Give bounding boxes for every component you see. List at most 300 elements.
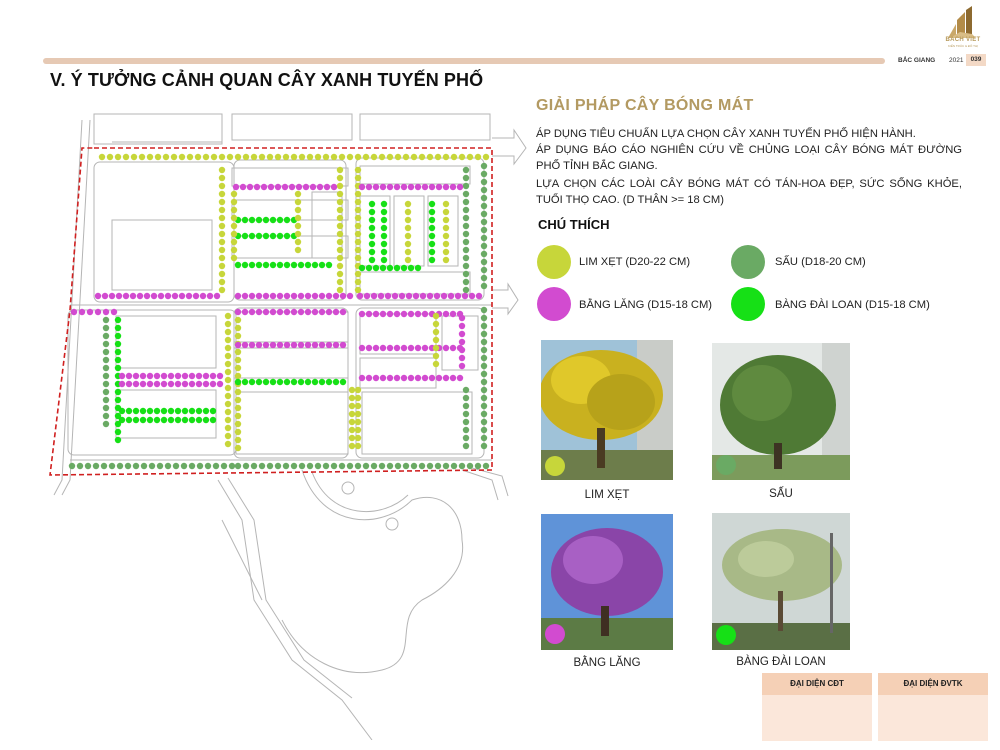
tree-dot [381,209,387,215]
tree-dot [305,262,311,268]
tree-dot [337,287,343,293]
tree-dot [123,293,129,299]
tree-dot [363,154,369,160]
tree-dot [217,373,223,379]
tree-dot [235,154,241,160]
tree-dot [203,408,209,414]
tree-dot [394,311,400,317]
tree-dot [411,463,417,469]
tree-dot [333,379,339,385]
tree-dot [463,395,469,401]
tree-dot [427,154,433,160]
tree-dot [369,233,375,239]
tree-dot [405,241,411,247]
tree-dot [95,293,101,299]
tree-dot [103,317,109,323]
tree-dot [381,217,387,223]
tree-dot [158,293,164,299]
tree-dot [102,293,108,299]
tree-dot [459,463,465,469]
tree-dot [126,408,132,414]
tree-dot [319,342,325,348]
tree-dot [277,233,283,239]
tree-dot [305,379,311,385]
tree-dot [408,184,414,190]
tree-dot [481,387,487,393]
tree-dot [337,263,343,269]
tree-dot [231,239,237,245]
tree-dot [99,154,105,160]
tree-dot [463,271,469,277]
tree-dot [429,217,435,223]
tree-dot [380,345,386,351]
tree-dot [347,463,353,469]
tree-dot [298,379,304,385]
tree-dot [355,271,361,277]
tree-dot [207,293,213,299]
legend-label-sau: SẤU (D18-20 CM) [775,256,866,268]
tree-dot [443,217,449,223]
tree-dot [254,184,260,190]
tree-dot [450,184,456,190]
tree-dot [219,154,225,160]
tree-dot [277,379,283,385]
tree-dot [117,463,123,469]
tree-dot [193,293,199,299]
tree-dot [481,411,487,417]
tree-dot [284,309,290,315]
investor-rep-label: ĐẠI DIỆN CĐT [762,673,872,695]
tree-dot [394,345,400,351]
tree-dot [168,408,174,414]
tree-dot [323,154,329,160]
tree-dot [373,345,379,351]
tree-dot [481,235,487,241]
tree-dot [295,207,301,213]
tree-dot [182,408,188,414]
tree-dot [429,249,435,255]
tree-dot [463,287,469,293]
tree-dot [347,154,353,160]
tree-dot [115,429,121,435]
tree-dot [381,233,387,239]
tree-dot [337,271,343,277]
tree-dot [475,463,481,469]
tree-dot [147,417,153,423]
tree-dot [408,375,414,381]
tree-dot [355,387,361,393]
tree-dot [103,405,109,411]
tree-dot [443,225,449,231]
tree-dot [283,463,289,469]
tree-dot [137,293,143,299]
tree-dot [249,342,255,348]
tree-dot [476,293,482,299]
tree-dot [463,411,469,417]
tree-dot [225,393,231,399]
tree-dot [256,233,262,239]
tree-dot [381,225,387,231]
tree-dot [256,379,262,385]
tree-dot [337,207,343,213]
tree-dot [359,345,365,351]
photo-marker-lim-xet [545,456,565,476]
tree-dot [275,154,281,160]
tree-dot [231,223,237,229]
tree-dot [433,361,439,367]
tree-dot [373,265,379,271]
tree-dot [443,257,449,263]
tree-dot [219,199,225,205]
tree-dot [161,381,167,387]
tree-dot [119,417,125,423]
tree-dot [225,425,231,431]
tree-dot [305,293,311,299]
tree-dot [413,293,419,299]
tree-dot [211,154,217,160]
tree-dot [284,217,290,223]
tree-dot [463,191,469,197]
tree-dot [115,389,121,395]
tree-dot [443,154,449,160]
tree-dot [172,293,178,299]
tree-dot [103,365,109,371]
tree-dot [419,463,425,469]
tree-dot [349,387,355,393]
tree-dot [463,443,469,449]
tree-dot [429,225,435,231]
tree-dot [459,315,465,321]
tree-dot [463,239,469,245]
tree-dot [147,381,153,387]
tree-dot [333,342,339,348]
logo-text: BACH VIET [945,37,981,43]
tree-dot [175,417,181,423]
tree-dot [154,408,160,414]
tree-dot [475,154,481,160]
tree-dot [115,325,121,331]
tree-dot [326,293,332,299]
tree-dot [337,167,343,173]
tree-dot [115,357,121,363]
tree-dot [387,154,393,160]
tree-dot [481,379,487,385]
tree-dot [459,339,465,345]
tree-dot [355,191,361,197]
tree-dot [249,233,255,239]
tree-dot [381,257,387,263]
tree-dot [481,283,487,289]
tree-dot [451,463,457,469]
tree-dot [235,317,241,323]
tree-dot [221,463,227,469]
tree-dot [319,309,325,315]
tree-dot [295,239,301,245]
tree-dot [296,184,302,190]
tree-dot [133,463,139,469]
tree-dot [298,262,304,268]
tree-dot [263,342,269,348]
tree-dot [205,463,211,469]
tree-dot [231,207,237,213]
tree-dot [481,171,487,177]
tree-dot [119,381,125,387]
tree-dot [429,241,435,247]
tree-dot [133,373,139,379]
tree-dot [331,463,337,469]
tree-dot [219,191,225,197]
tree-dot [154,373,160,379]
tree-dot [463,427,469,433]
tree-dot [331,154,337,160]
tree-dot [182,381,188,387]
tree-dot [481,419,487,425]
tree-dot [355,463,361,469]
tree-dot [126,381,132,387]
tree-dot [422,375,428,381]
tree-dot [359,184,365,190]
tree-dot [231,255,237,261]
tree-dot [256,342,262,348]
tree-dot [443,241,449,247]
tree-dot [463,279,469,285]
tree-dot [331,184,337,190]
tree-dot [189,381,195,387]
tree-dot [355,199,361,205]
tree-dot [337,175,343,181]
tree-dot [219,183,225,189]
legend-swatch-lim-xet [537,245,571,279]
tree-dot [324,184,330,190]
tree-dot [415,184,421,190]
year-label: 2021 [949,57,964,64]
paragraph-2: ÁP DỤNG BÁO CÁO NGHIÊN CỨU VỀ CHỦNG LOẠI CÂY BÓNG MÁT ĐƯỜNG PHỐ TỈNH BẮC GIANG. [536,144,962,172]
tree-dot [251,154,257,160]
tree-dot [275,184,281,190]
tree-dot [436,375,442,381]
tree-dot [289,184,295,190]
tree-dot [219,223,225,229]
tree-dot [312,379,318,385]
tree-dot [291,309,297,315]
tree-dot [115,397,121,403]
tree-dot [242,262,248,268]
tree-dot [395,463,401,469]
tree-dot [200,293,206,299]
tree-dot [267,463,273,469]
tree-dot [291,463,297,469]
tree-dot [116,293,122,299]
tree-dot [395,154,401,160]
tree-dot [307,154,313,160]
tree-dot [481,395,487,401]
tree-dot [429,257,435,263]
tree-dot [355,403,361,409]
tree-dot [103,381,109,387]
photo-bang-dai-loan [712,513,850,650]
tree-dot [408,311,414,317]
designer-signature-box [878,673,988,741]
tree-dot [256,262,262,268]
tree-dot [481,275,487,281]
tree-dot [481,355,487,361]
tree-dot [349,395,355,401]
tree-dot [481,179,487,185]
tree-dot [379,154,385,160]
tree-dot [337,247,343,253]
tree-dot [299,154,305,160]
tree-dot [219,231,225,237]
tree-dot [189,463,195,469]
tree-dot [337,223,343,229]
tree-dot [203,381,209,387]
tree-dot [337,279,343,285]
tree-dot [231,231,237,237]
tree-dot [481,435,487,441]
tree-dot [277,217,283,223]
tree-dot [394,375,400,381]
tree-dot [463,223,469,229]
tree-dot [219,215,225,221]
tree-dot [451,154,457,160]
tree-dot [387,311,393,317]
tree-dot [450,375,456,381]
tree-dot [189,373,195,379]
tree-dot [263,309,269,315]
tree-dot [203,373,209,379]
tree-dot [123,154,129,160]
tree-dot [463,255,469,261]
tree-dot [463,175,469,181]
tree-dot [422,311,428,317]
tree-dot [154,381,160,387]
tree-dot [225,353,231,359]
tree-dot [394,184,400,190]
tree-dot [243,154,249,160]
tree-dot [85,463,91,469]
tree-dot [235,429,241,435]
tree-dot [403,154,409,160]
tree-dot [364,293,370,299]
tree-dot [263,217,269,223]
photo-marker-bang-dai-loan [716,625,736,645]
tree-dot [420,293,426,299]
tree-dot [95,309,101,315]
tree-dot [307,463,313,469]
tree-dot [163,154,169,160]
tree-dot [131,154,137,160]
tree-dot [101,463,107,469]
tree-dot [305,342,311,348]
tree-dot [210,417,216,423]
tree-dot [429,201,435,207]
tree-dot [270,293,276,299]
tree-dot [115,365,121,371]
tree-dot [165,463,171,469]
tree-dot [355,167,361,173]
tree-dot [270,217,276,223]
tree-dot [355,223,361,229]
tree-dot [231,191,237,197]
tree-dot [463,387,469,393]
tree-dot [225,409,231,415]
tree-dot [235,463,241,469]
tree-dot [219,247,225,253]
tree-dot [197,463,203,469]
tree-dot [196,408,202,414]
page-number: 039 [966,54,986,66]
tree-dot [399,293,405,299]
tree-dot [359,311,365,317]
legend-label-bang-dai-loan: BÀNG ĐÀI LOAN (D15-18 CM) [775,299,930,311]
tree-dot [103,373,109,379]
tree-dot [77,463,83,469]
tree-dot [319,379,325,385]
tree-dot [295,191,301,197]
tree-dot [427,293,433,299]
tree-dot [349,435,355,441]
tree-dot [196,417,202,423]
tree-dot [369,209,375,215]
tree-dot [355,427,361,433]
tree-dot [319,293,325,299]
tree-dot [225,321,231,327]
tree-dot [319,262,325,268]
photo-marker-sau [716,455,736,475]
tree-dot [161,373,167,379]
tree-dot [405,209,411,215]
photo-lim-xet [541,340,673,480]
tree-dot [337,215,343,221]
tree-dot [141,463,147,469]
tree-dot [463,231,469,237]
tree-dot [481,403,487,409]
tree-dot [79,309,85,315]
tree-dot [312,309,318,315]
tree-dot [147,154,153,160]
tree-dot [263,293,269,299]
tree-dot [435,154,441,160]
tree-dot [408,265,414,271]
tree-dot [429,209,435,215]
tree-dot [312,293,318,299]
tree-dot [433,345,439,351]
tree-dot [214,293,220,299]
tree-dot [93,463,99,469]
tree-dot [225,433,231,439]
tree-dot [340,342,346,348]
tree-dot [295,223,301,229]
tree-dot [315,463,321,469]
tree-dot [225,313,231,319]
tree-dot [481,307,487,313]
tree-dot [298,293,304,299]
tree-dot [448,293,454,299]
tree-dot [291,379,297,385]
tree-dot [339,463,345,469]
tree-dot [115,333,121,339]
tree-dot [115,437,121,443]
tree-dot [249,309,255,315]
tree-dot [455,293,461,299]
tree-dot [369,257,375,263]
tree-dot [175,381,181,387]
tree-dot [403,463,409,469]
tree-dot [443,463,449,469]
legend-label-bang-lang: BẰNG LĂNG (D15-18 CM) [579,299,713,311]
tree-dot [481,227,487,233]
tree-dot [463,207,469,213]
